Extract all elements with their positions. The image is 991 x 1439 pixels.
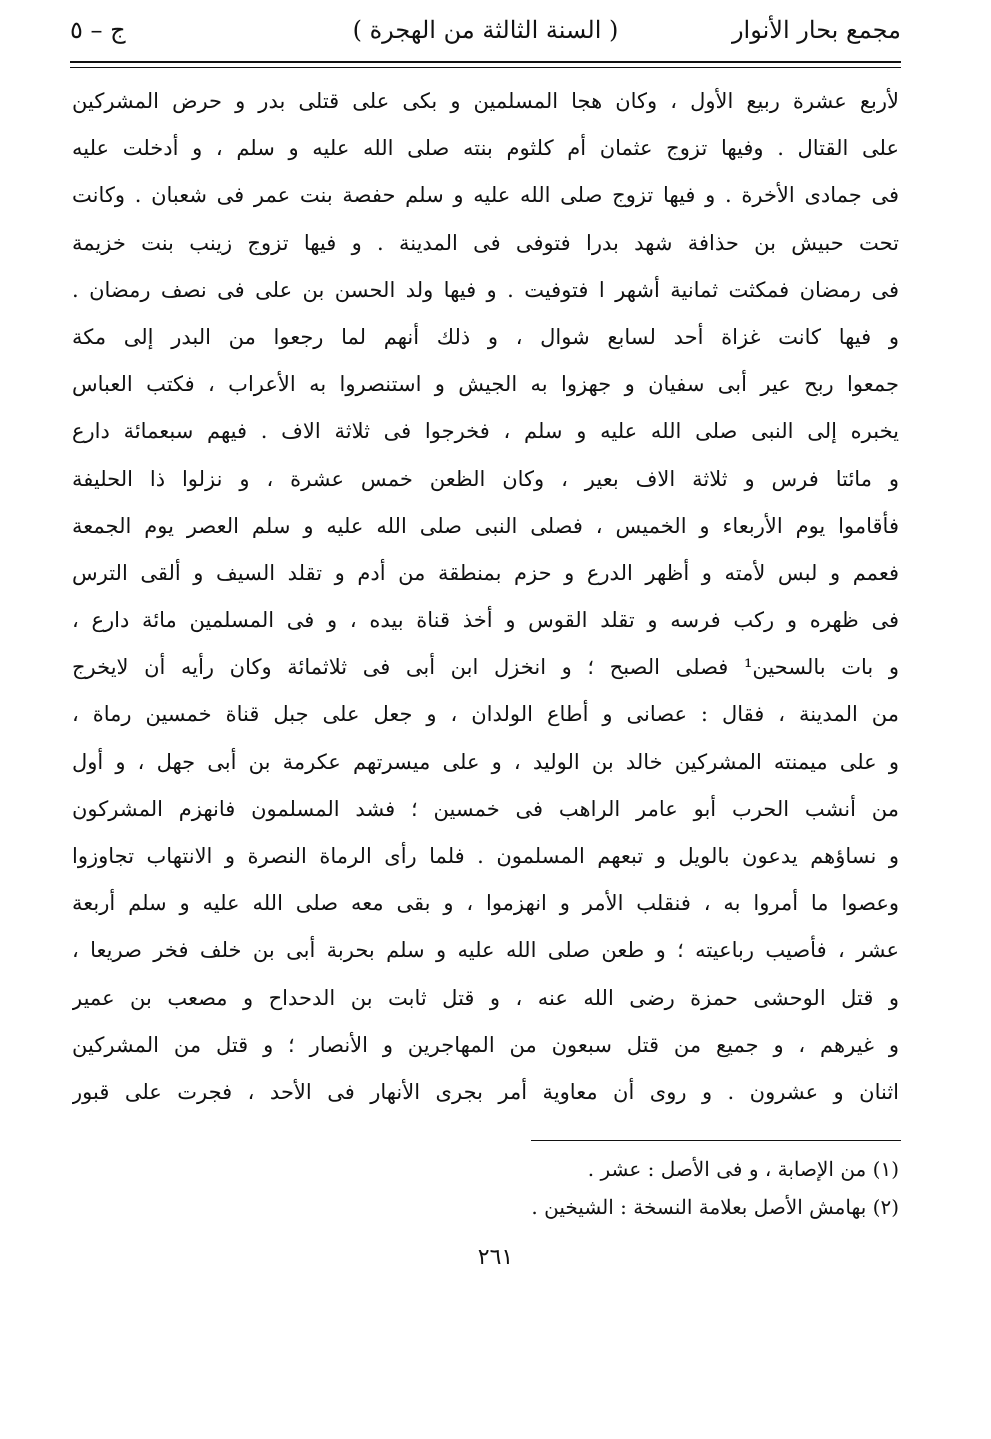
text-line: لأربع عشرة ربيع الأول ، وكان هجا المسلمين و بكى على قتلى بدر و حرض المشركين [72, 89, 899, 113]
text-line: و نساؤهم يدعون بالويل و تبعهم المسلمون . فلما رأى الرماة النصرة و الانتهاب تجاوزوا [72, 844, 899, 868]
body-text [72, 78, 899, 1116]
text-line: فأقاموا يوم الأربعاء و الخميس ، فصلى النبى صلى الله عليه و سلم العصر يوم الجمعة [72, 513, 899, 538]
text-line: و قتل الوحشى حمزة رضى الله عنه ، و قتل ثابت بن الدحداح و مصعب بن عمير [72, 985, 899, 1010]
text-line: فى جمادى الأخرة . و فيها تزوج صلى الله عليه و سلم حفصة بنت عمر فى شعبان . وكانت [72, 183, 899, 208]
text-line: و غيرهم ، و جميع من قتل سبعون من المهاجرين و الأنصار ؛ و قتل من المشركين [72, 1032, 899, 1057]
page-header [70, 10, 901, 54]
text-line: على القتال . وفيها تزوج عثمان أم كلثوم بنته صلى الله عليه و سلم ، و أدخلت عليه [72, 136, 899, 161]
text-line: عشر ، فأصيب رباعيته ؛ و طعن صلى الله عليه و سلم بحربة أبى بن خلف فخر صريعا ، [72, 938, 899, 963]
text-line: يخبره إلى النبى صلى الله عليه و سلم ، فخرجوا فى ثلاثة الاف . فيهم سبعمائة دارع [72, 419, 899, 444]
footnote-2: (٢) بهامش الأصل بعلامة النسخة : الشيخين . [531, 1195, 899, 1219]
text-line: و بات بالسحين¹ فصلى الصبح ؛ و انخزل ابن أبى فى ثلاثمائة وكان رأيه أن لايخرج [72, 655, 899, 680]
text-line: تحت حبيش بن حذافة شهد بدرا فتوفى فى المدينة . و فيها تزوج زينب بنت خزيمة [72, 230, 899, 255]
text-line: و مائتا فرس و ثلاثة الاف بعير ، وكان الظعن خمس عشرة ، و نزلوا ذا الحليفة [72, 466, 899, 491]
text-line: اثنان و عشرون . و روى أن معاوية أمر بجرى الأنهار فى الأحد ، فجرت على قبور [72, 1079, 899, 1104]
text-line: من المدينة ، فقال : عصانى و أطاع الولدان ، و جعل على جبل قناة خمسين رماة ، [72, 702, 899, 727]
footnotes [72, 1150, 899, 1226]
text-line: جمعوا ربح عير أبى سفيان و جهزوا به الجيش و استنصروا به الأعراب ، فكتب العباس [72, 372, 899, 397]
text-line: و فيها كانت غزاة أحد لسابع شوال ، و ذلك أنهم لما رجعوا من البدر إلى مكة [72, 324, 899, 349]
book-title: مجمع بحار الأنوار [731, 16, 901, 44]
header-rule-thin [70, 67, 901, 68]
text-line: فى رمضان فمكثت ثمانية أشهر ا فتوفيت . و فيها ولد الحسن بن على فى نصف رمضان . [72, 277, 899, 302]
section-title: ( السنة الثالثة من الهجرة ) [352, 16, 619, 44]
page-number: ٢٦١ [477, 1245, 514, 1270]
header-rule [70, 61, 901, 63]
footnote-1: (١) من الإصابة ، و فى الأصل : عشر . [587, 1157, 899, 1181]
footnote-rule [531, 1140, 901, 1141]
text-line: و على ميمنته المشركين خالد بن الوليد ، و على ميسرتهم عكرمة بن أبى جهل ، و أول [72, 749, 899, 774]
text-line: وعصوا ما أمروا به ، فنقلب الأمر و انهزموا ، و بقى معه صلى الله عليه و سلم أربعة [72, 891, 899, 916]
text-line: فى ظهره و ركب فرسه و تقلد القوس و أخذ قناة بيده ، و فى المسلمين مائة دارع ، [72, 608, 899, 633]
text-line: فعمم و لبس لأمته و أظهر الدرع و حزم بمنطقة من أدم و تقلد السيف و ألقى الترس [72, 560, 899, 585]
text-line: من أنشب الحرب أبو عامر الراهب فى خمسين ؛ فشد المسلمون فانهزم المشركون [72, 796, 899, 821]
volume-number: ج – ٥ [70, 16, 126, 44]
